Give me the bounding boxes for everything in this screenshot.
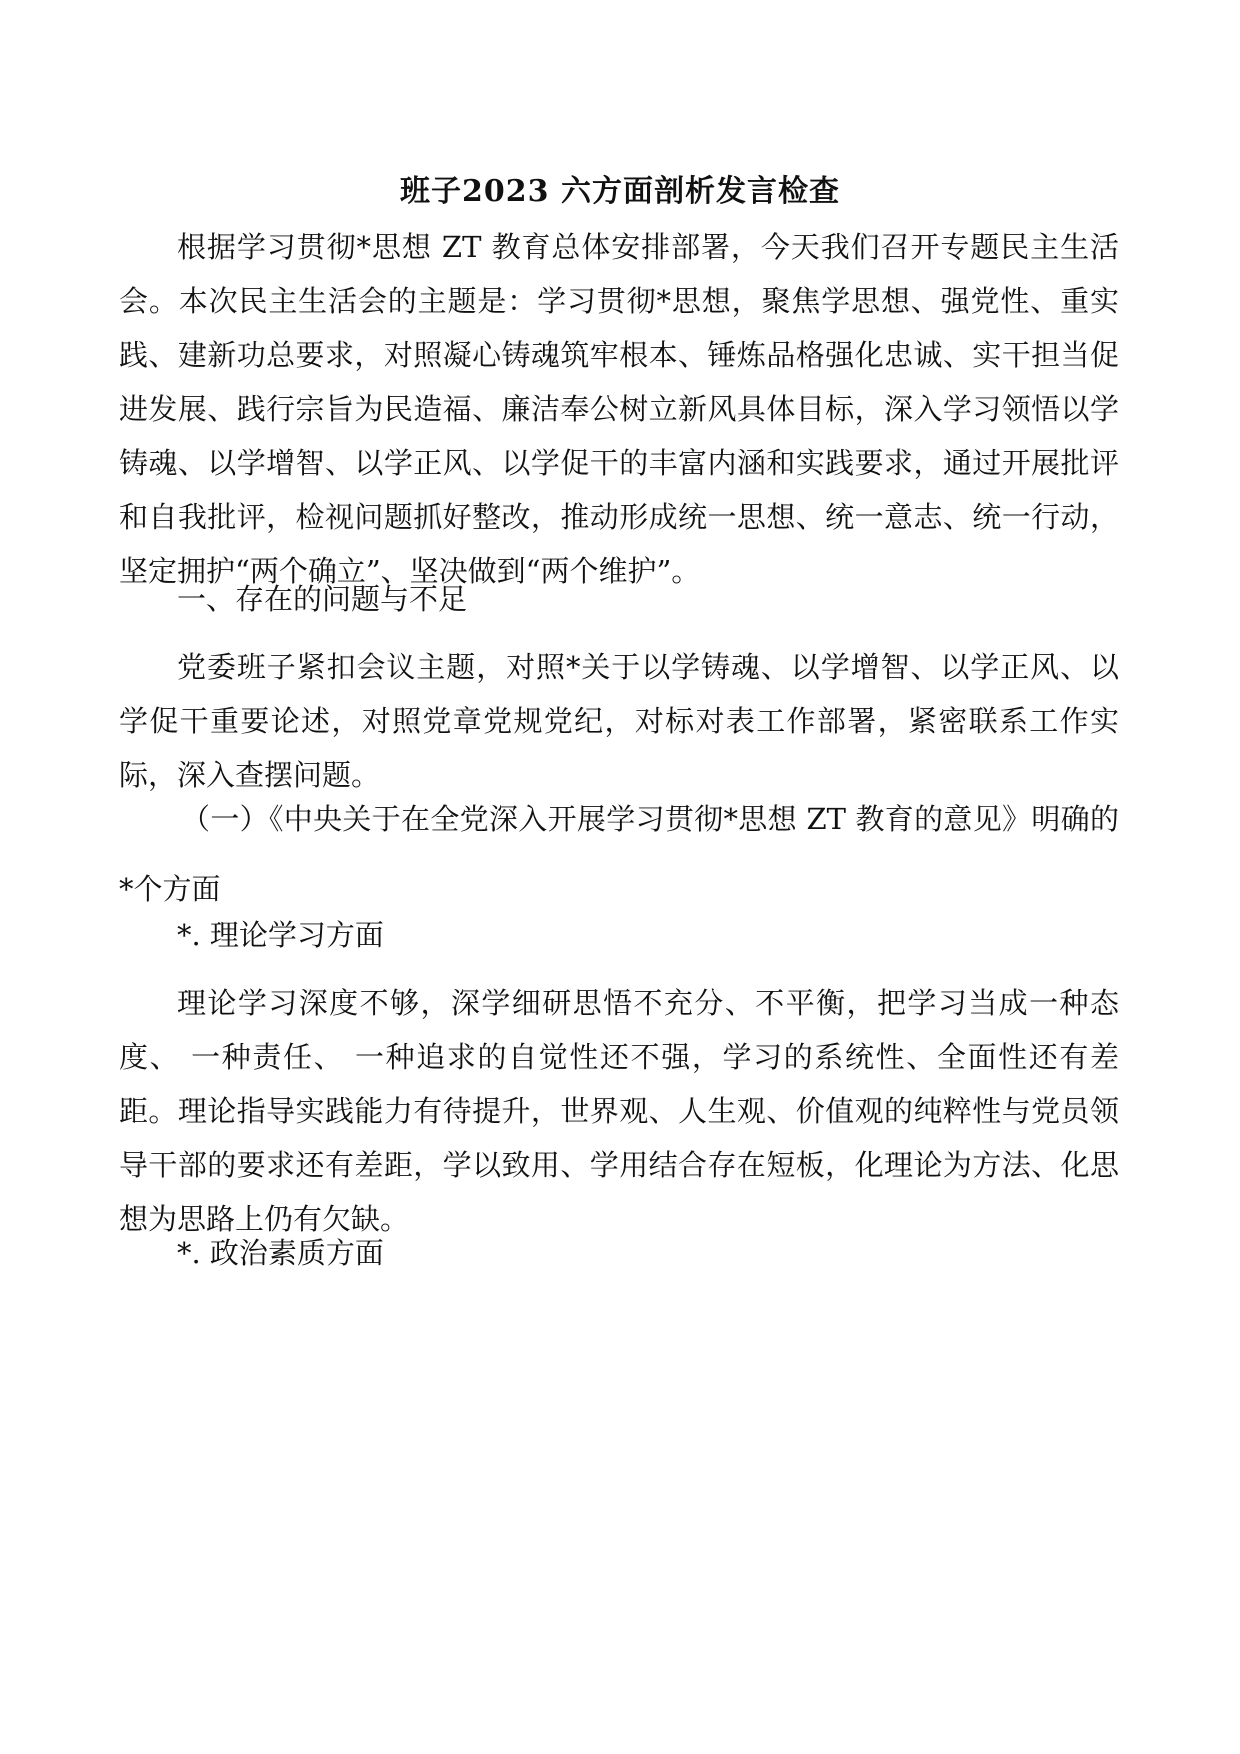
document-title: 班子2023 六方面剖析发言检查 bbox=[400, 174, 840, 209]
item-heading-political-quality: *. 政治素质方面 bbox=[177, 1236, 384, 1270]
item-heading-theory-study: *. 理论学习方面 bbox=[177, 918, 384, 952]
item-theory-study-paragraph: 理论学习深度不够，深学细研思悟不充分、不平衡，把学习当成一种态度、 一种责任、 一种追求的自觉性还不强，学习的系统性、全面性还有差距。理论指导实践能力有待提升，世界观、人生观、价值观的纯粹性与党员领导干部的要求还有差距，学以致用、学用结合存在短板，化理论为方法、化思想为思路上仍有欠缺。 bbox=[119, 986, 1119, 1236]
subsection-heading-central-opinion: （一）《中央关于在全党深入开展学习贯彻*思想 ZT 教育的意见》明确的*个方面 bbox=[119, 802, 1119, 906]
intro-paragraph: 根据学习贯彻*思想 ZT 教育总体安排部署，今天我们召开专题民主生活会。本次民主生活会的主题是：学习贯彻*思想，聚焦学思想、强党性、重实践、建新功总要求，对照凝心铸魂筑牢根本、锤炼品格强化忠诚、实干担当促进发展、践行宗旨为民造福、廉洁奉公树立新风具体目标，深入学习领悟以学铸魂、以学增智、以学正风、以学促干的丰富内涵和实践要求，通过开展批评和自我批评，检视问题抓好整改，推动形成统一思想、统一意志、统一行动，坚定拥护“两个确立”、坚决做到“两个维护”。 bbox=[119, 230, 1119, 588]
section-problems-paragraph: 党委班子紧扣会议主题，对照*关于以学铸魂、以学增智、以学正风、以学促干重要论述，对照党章党规党纪，对标对表工作部署，紧密联系工作实际，深入查摆问题。 bbox=[119, 650, 1119, 792]
section-heading-problems: 一、存在的问题与不足 bbox=[177, 582, 468, 616]
